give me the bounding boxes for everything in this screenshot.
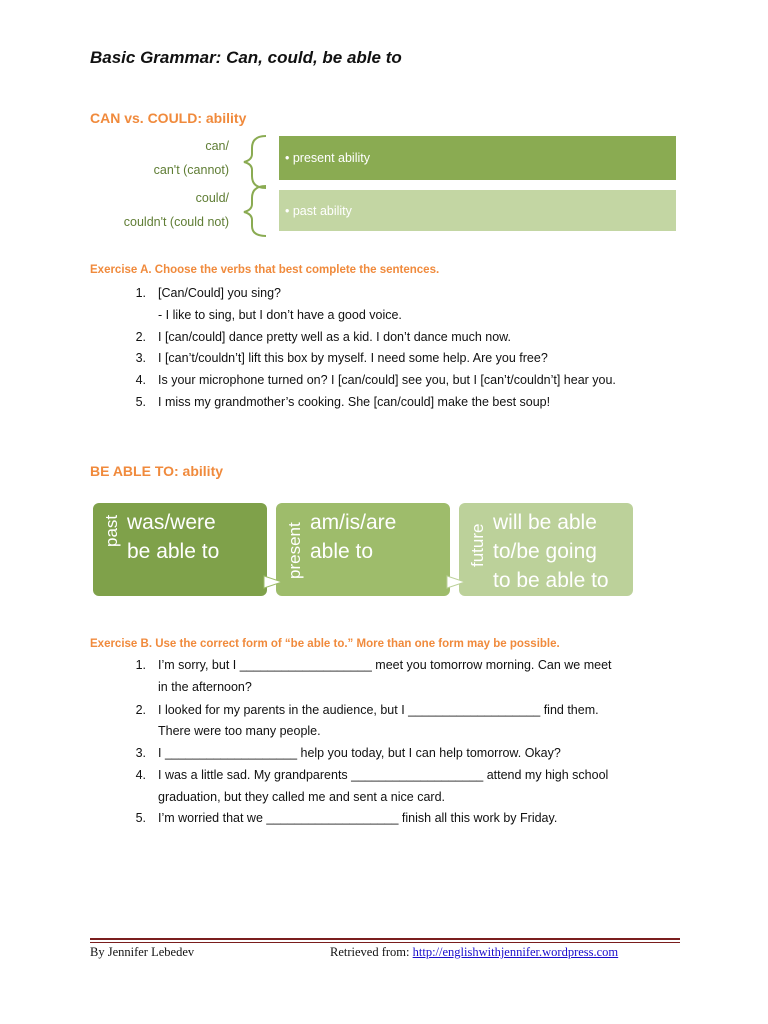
box-line: able to (310, 540, 374, 563)
item-text: I [can/could] dance pretty well as a kid. I don’t dance much now. (158, 330, 511, 344)
item-number: 5. (135, 395, 146, 409)
footer-retrieved-label: Retrieved from: (330, 945, 410, 959)
item-number: 5. (135, 811, 146, 825)
brace-icons (240, 132, 270, 238)
label-couldnt: couldn't (could not) (123, 215, 229, 229)
label-cant: can't (cannot) (153, 163, 229, 177)
past-ability-bar: • past ability (279, 190, 676, 231)
box-future (459, 503, 633, 596)
box-past (93, 503, 267, 596)
brace-past-icon (244, 186, 266, 236)
box-side-label: future (468, 523, 487, 567)
item-number: 1. (135, 286, 146, 300)
footer-retrieved (330, 945, 618, 960)
item-text: [Can/Could] you sing? (158, 286, 281, 300)
box-line: to/be going (493, 540, 597, 563)
item-text: Is your microphone turned on? I [can/could] see you, but I [can’t/couldn’t] hear you. (158, 373, 616, 387)
arrow-past-to-present-icon (262, 574, 284, 590)
item-number: 1. (135, 658, 146, 672)
box-line: be able to (127, 540, 220, 563)
item-text: I’m worried that we ___________________ finish all this work by Friday. (158, 811, 558, 825)
label-can: can/ (205, 139, 229, 153)
box-present (276, 503, 450, 596)
exercise-a-heading: Exercise A. Choose the verbs that best complete the sentences. (90, 264, 440, 276)
present-ability-bar: • present ability (279, 136, 676, 180)
item-text: I’m sorry, but I ___________________ meet you tomorrow morning. Can we meet (158, 658, 612, 672)
box-line: was/were (127, 511, 216, 534)
section-heading-can-could: CAN vs. COULD: ability (90, 110, 247, 126)
item-number: 4. (135, 768, 146, 782)
footer-divider-thin (90, 942, 680, 943)
item-text: I was a little sad. My grandparents ___________________ attend my high school (158, 768, 609, 782)
item-number: 4. (135, 373, 146, 387)
item-text: - I like to sing, but I don’t have a good voice. (158, 308, 402, 322)
label-could: could/ (195, 191, 229, 205)
section-heading-be-able-to: BE ABLE TO: ability (90, 463, 224, 479)
item-text: in the afternoon? (158, 680, 252, 694)
item-text: I ___________________ help you today, but I can help tomorrow. Okay? (158, 746, 561, 760)
item-number: 3. (135, 351, 146, 365)
box-line: will be able (493, 511, 597, 534)
item-text: I [can’t/couldn’t] lift this box by myself. I need some help. Are you free? (158, 351, 548, 365)
footer-divider (90, 938, 680, 940)
item-number: 2. (135, 703, 146, 717)
item-number: 2. (135, 330, 146, 344)
arrow-present-to-future-icon (445, 574, 467, 590)
page-title: Basic Grammar: Can, could, be able to (90, 48, 402, 67)
item-number: 3. (135, 746, 146, 760)
item-text: There were too many people. (158, 724, 321, 738)
footer-author: By Jennifer Lebedev (90, 945, 195, 959)
box-line: to be able to (493, 569, 609, 592)
box-side-label: present (285, 522, 304, 579)
exercise-b-heading: Exercise B. Use the correct form of “be able to.” More than one form may be possible. (90, 638, 560, 650)
item-text: graduation, but they called me and sent a nice card. (158, 790, 445, 804)
footer-source-link[interactable]: http://englishwithjennifer.wordpress.com (412, 945, 619, 959)
box-line: am/is/are (310, 511, 397, 534)
box-side-label: past (102, 514, 121, 547)
brace-present-icon (244, 136, 266, 188)
item-text: I miss my grandmother’s cooking. She [can/could] make the best soup! (158, 395, 551, 409)
item-text: I looked for my parents in the audience, but I ___________________ find them. (158, 703, 599, 717)
